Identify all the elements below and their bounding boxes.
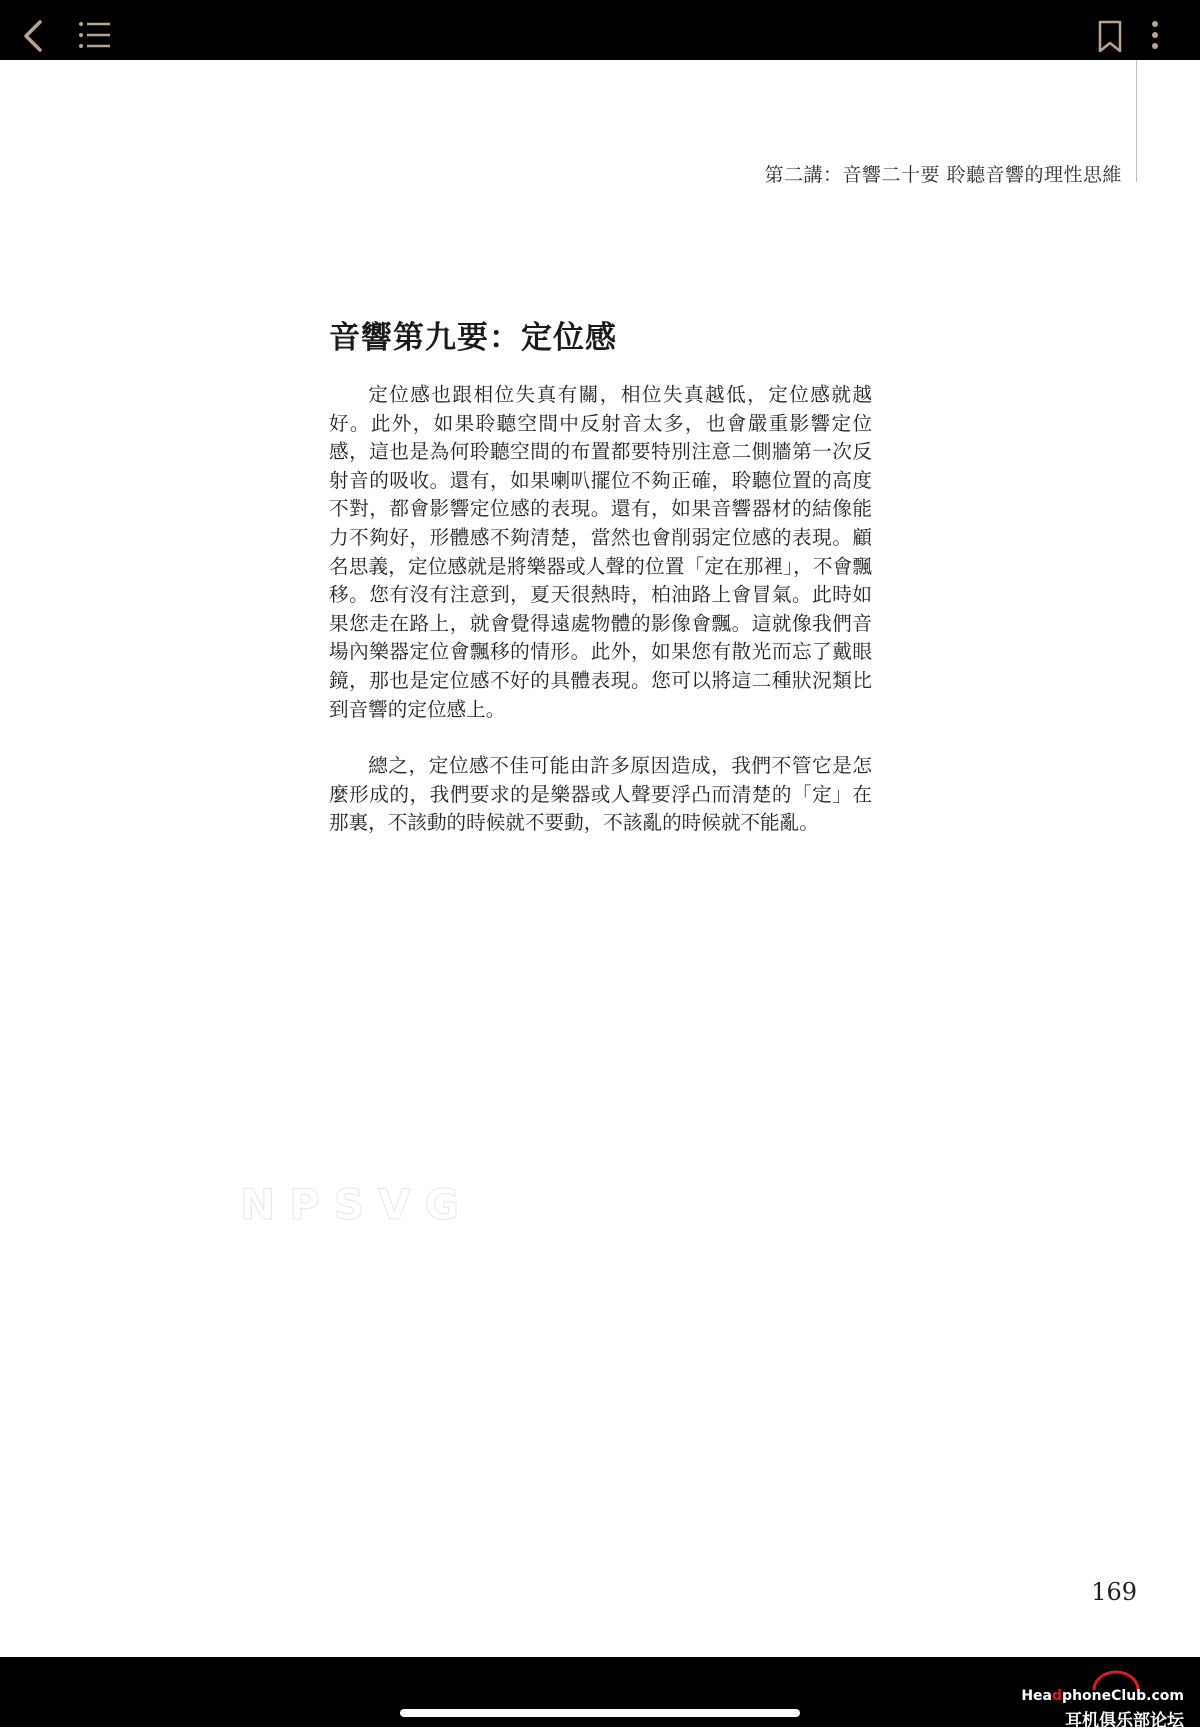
running-header: 第二講：音響二十要 聆聽音響的理性思維 <box>764 164 1122 186</box>
forum-latin-name: HeadphoneClub.com <box>1021 1688 1184 1704</box>
body-paragraph: 定位感也跟相位失真有關，相位失真越低，定位感就越好。此外，如果聆聽空間中反射音太多，也會嚴重影響定位感，這也是為何聆聽空間的布置都要特別注意二側牆第一次反射音的吸收。還有，如果喇叭擺位不夠正確，聆聽位置的高度不對，都會影響定位感的表現。還有，如果音響器材的結像能力不夠好，形體感不夠清楚，當然也會削弱定位感的表現。顧名思義，定位感就是將樂器或人聲的位置「定在那裡」，不會飄移。您有沒有注意到，夏天很熱時，柏油路上會冒氣。此時如果您走在路上，就會覺得遠處物體的影像會飄。這就像我們音場內樂器定位會飄移的情形。此外，如果您有散光而忘了戴眼鏡，那也是定位感不好的具體表現。您可以將這二種狀況類比到音響的定位感上。 <box>329 383 872 721</box>
chevron-left-icon[interactable] <box>20 20 46 52</box>
home-indicator[interactable] <box>400 1709 800 1717</box>
chapter-title: 音響第九要：定位感 <box>329 320 617 356</box>
page-edge-divider <box>1136 60 1137 182</box>
bookmark-icon[interactable] <box>1097 20 1123 54</box>
faint-watermark-stamp: NPSVG <box>240 1180 474 1229</box>
list-icon[interactable] <box>78 20 112 50</box>
forum-watermark-logo <box>1021 1668 1188 1731</box>
body-paragraph: 總之，定位感不佳可能由許多原因造成，我們不管它是怎麼形成的，我們要求的是樂器或人聲要浮凸而清楚的「定」在那裏，不該動的時候就不要動，不該亂的時候就不能亂。 <box>329 754 872 835</box>
page-number: 169 <box>1091 1578 1137 1606</box>
reader-top-toolbar <box>0 0 1200 60</box>
forum-chinese-name: 耳机俱乐部论坛 <box>1065 1711 1184 1731</box>
more-vertical-icon[interactable] <box>1150 20 1160 50</box>
